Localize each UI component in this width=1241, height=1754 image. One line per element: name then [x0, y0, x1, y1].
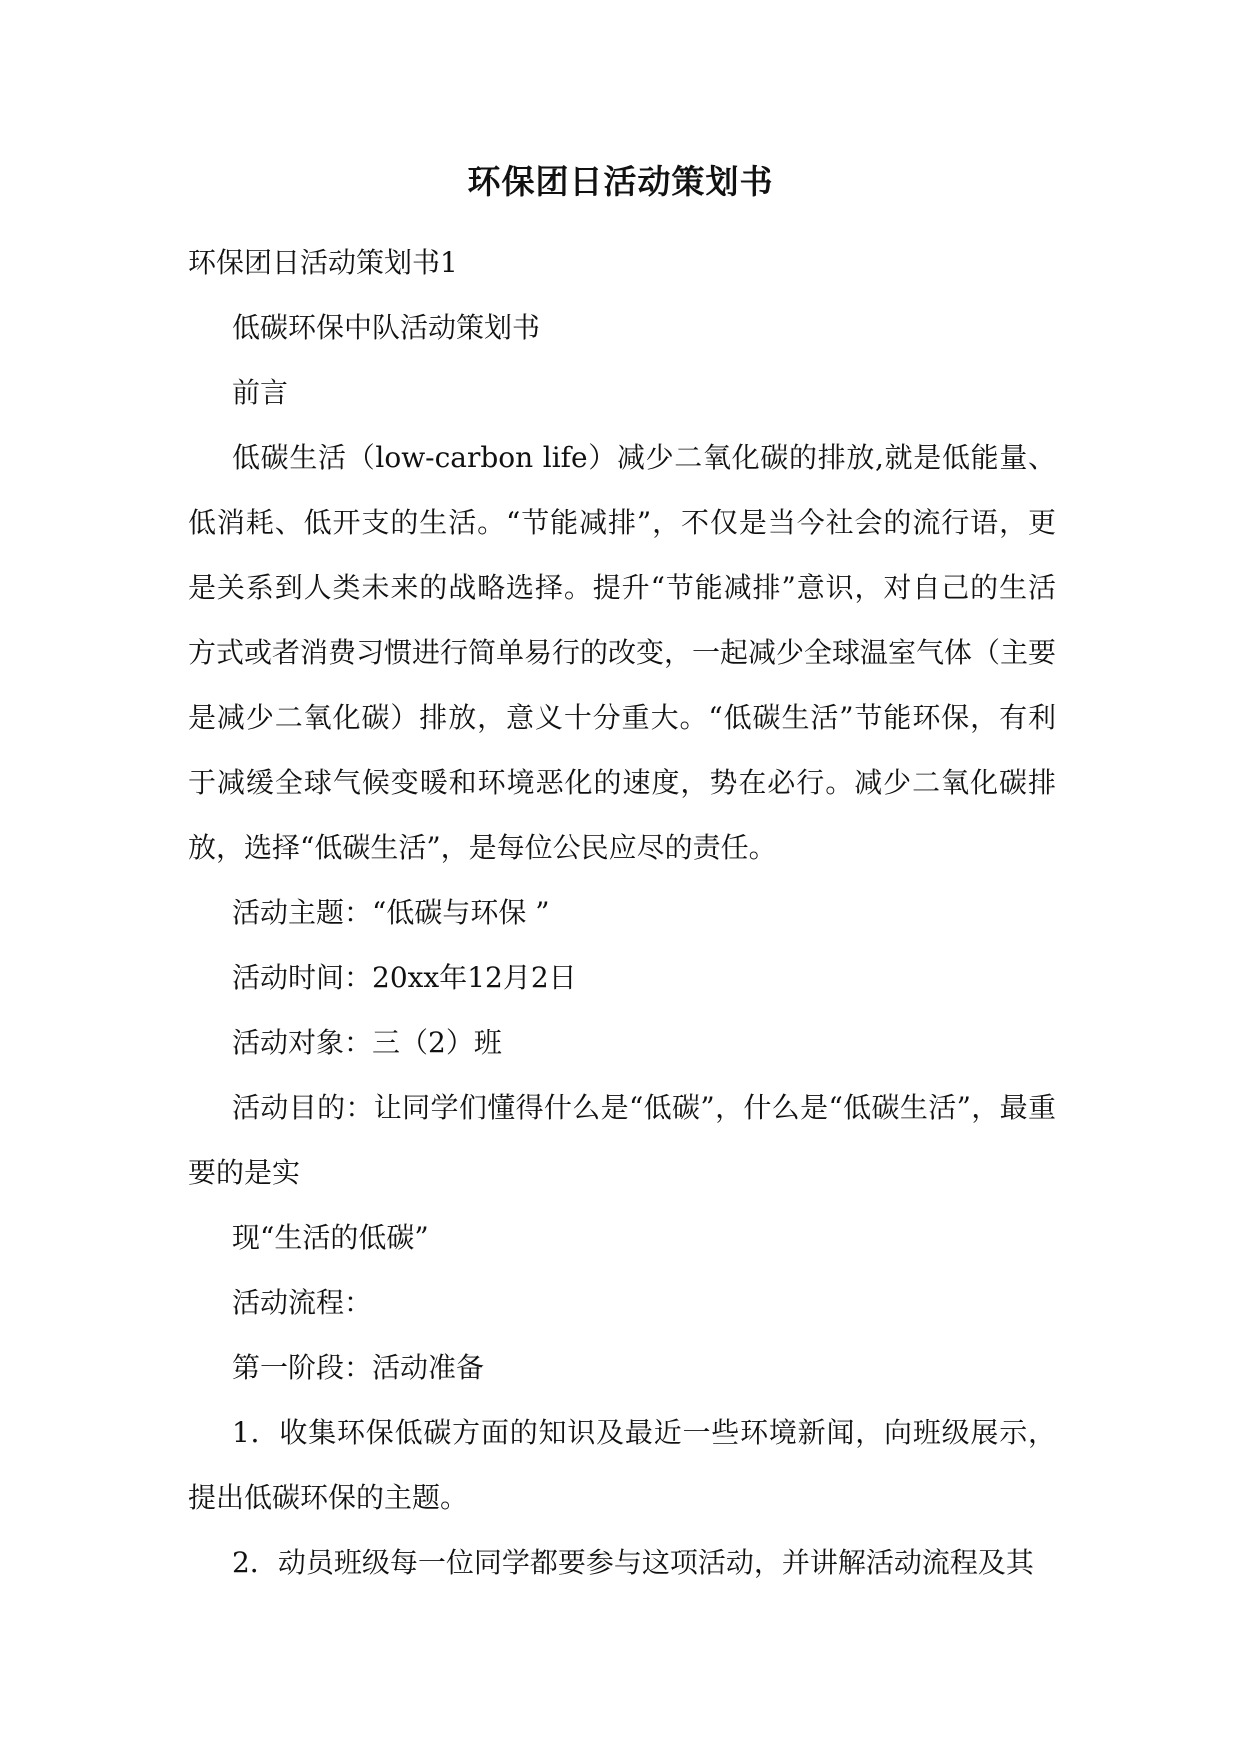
activity-process-heading: 活动流程： — [232, 1286, 373, 1319]
preface-heading: 前言 — [232, 376, 289, 409]
document-body — [188, 230, 1056, 1595]
list-item: 2．动员班级每一位同学都要参与这项活动，并讲解活动流程及其 — [232, 1546, 1034, 1579]
activity-purpose: 活动目的：让同学们懂得什么是“低碳”，什么是“低碳生活”，最重要的是实 — [188, 1091, 1056, 1189]
activity-target: 活动对象：三（2）班 — [232, 1026, 502, 1059]
activity-theme: 活动主题：“低碳与环保 ” — [232, 896, 550, 929]
plan-subtitle: 低碳环保中队活动策划书 — [232, 311, 541, 344]
document-title: 环保团日活动策划书 — [467, 162, 774, 201]
activity-time: 活动时间：20xx年12月2日 — [232, 961, 577, 994]
section-heading: 环保团日活动策划书1 — [188, 246, 458, 279]
list-item: 1．收集环保低碳方面的知识及最近一些环境新闻，向班级展示，提出低碳环保的主题。 — [188, 1416, 1056, 1514]
activity-purpose-continued: 现“生活的低碳” — [232, 1221, 429, 1254]
preface-paragraph: 低碳生活（low-carbon life）减少二氧化碳的排放,就是低能量、低消耗、低开支的生活。“节能减排”，不仅是当今社会的流行语，更是关系到人类未来的战略选择。提升“节能减排”意识，对自己的生活方式或者消费习惯进行简单易行的改变，一起减少全球温室气体（主要是减少二氧化碳）排放，意义十分重大。“低碳生活”节能环保，有利于减缓全球气候变暖和环境恶化的速度，势在必行。减少二氧化碳排放，选择“低碳生活”，是每位公民应尽的责任。 — [188, 441, 1057, 864]
stage-one-heading: 第一阶段：活动准备 — [232, 1351, 485, 1384]
